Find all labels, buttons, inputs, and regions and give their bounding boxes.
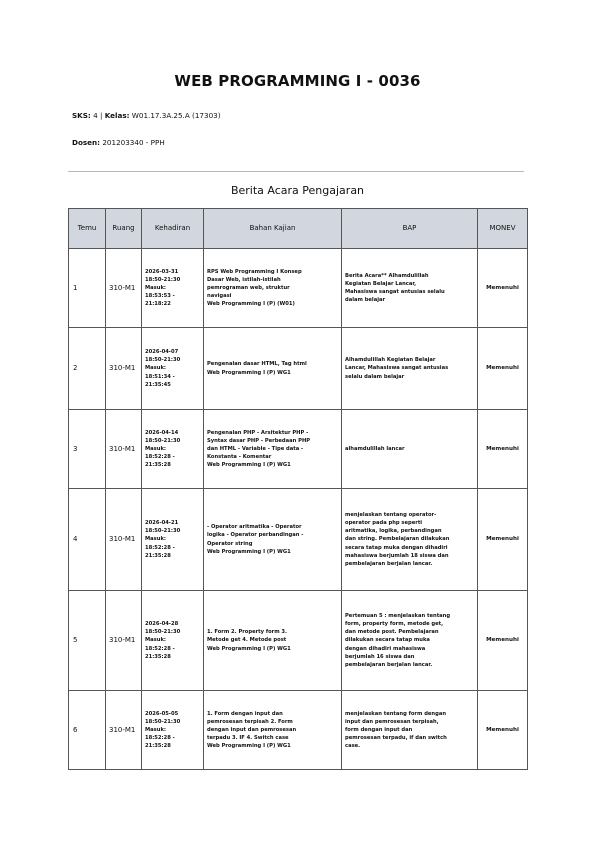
bahan-line: Web Programming I (P) WG1 [207,462,291,469]
bap-line: dengan dihadiri mahasiswa [345,645,426,652]
kelas-value: W01.17.3A.25.A (17303) [131,111,221,120]
bap-line: case. [345,743,361,750]
table-row [69,591,528,691]
sks-value: 4 [93,111,98,120]
bap-line: Mahasiswa sangat antusias selalu [345,289,445,295]
bap-line: menjelaskan tentang operator- [345,512,437,519]
cell-bahan-kajian [204,328,342,410]
cell-temu: 3 [69,410,106,489]
bap-line: berjumlah 16 siswa dan [345,653,415,660]
column-header-ruang: Ruang [106,209,142,249]
cell-bap [342,691,478,770]
cell-bahan-kajian [204,591,342,691]
cell-temu: 1 [69,249,106,328]
bahan-line: pemrosesan terpisah 2. Form [207,718,293,725]
bap-line: dan metode post. Pembelajaran [345,629,439,636]
bahan-line: dengan input dan pemrosesan [207,726,297,733]
cell-bap [342,328,478,410]
kehadiran-line: Masuk: [145,284,166,291]
bap-line: pembelajaran berjalan lancar. [345,560,433,567]
bahan-line: pemrograman web, struktur [207,284,290,291]
dosen-label: Dosen: [72,138,101,147]
kehadiran-line: 18:52:28 - [145,544,175,551]
cell-bap [342,249,478,328]
dosen-value: 201203340 - PPH [102,138,165,147]
bahan-line: Pengenalan dasar HTML, Tag html [207,361,307,368]
cell-kehadiran [142,249,204,328]
bahan-line: Dasar Web, istilah-istilah [207,276,281,283]
bahan-line: 1. Form 2. Property form 3. [207,629,287,636]
teaching-report-table [68,208,528,770]
cell-monev: Memenuhi [478,591,528,691]
cell-ruang: 310-M1 [106,249,142,328]
bahan-line: Web Programming I (P) WG1 [207,369,291,376]
bap-line: dilakukan secara tatap muka [345,637,430,644]
bahan-line: 1. Form dengan input dan [207,710,283,717]
column-header-bahan-kajian: Bahan Kajian [204,209,342,249]
kehadiran-line: 21:35:28 [145,552,171,559]
kehadiran-line: 18:50-21:30 [145,437,181,444]
kehadiran-line: 21:35:28 [145,462,171,469]
kehadiran-line: Masuk: [145,637,166,644]
cell-bap [342,410,478,489]
bap-line: form dengan input dan [345,726,413,733]
bahan-line: Web Programming I (P) WG1 [207,548,291,555]
kehadiran-line: 18:50-21:30 [145,718,181,725]
kehadiran-line: 2026-04-14 [145,429,179,436]
cell-monev: Memenuhi [478,691,528,770]
bap-line: Lancar, Mahasiswa sangat antusias [345,365,449,372]
bahan-line: Syntax dasar PHP - Perbedaan PHP [207,437,311,444]
cell-monev: Memenuhi [478,410,528,489]
bahan-line: Web Programming I (P) WG1 [207,743,291,750]
bap-line: Alhamdulillah Kegiatan Belajar [345,357,436,364]
kehadiran-line: 21:35:28 [145,653,171,660]
bap-line: operator pada php seperti [345,520,423,527]
document-title: WEB PROGRAMMING I - 0036 [174,72,421,90]
bahan-line: Metode get 4. Metode post [207,637,287,644]
cell-ruang: 310-M1 [106,489,142,591]
kehadiran-line: 2026-04-28 [145,621,179,628]
kehadiran-line: 18:50-21:30 [145,629,181,636]
table-row [69,691,528,770]
kehadiran-line: 2026-05-05 [145,710,179,717]
bap-line: Berita Acara** Alhamdulillah [345,272,429,279]
kehadiran-line: Masuk: [145,365,166,372]
kehadiran-line: Masuk: [145,445,166,452]
kehadiran-line: Masuk: [145,726,166,733]
bap-line: dalam belajar [345,297,386,304]
kehadiran-line: 2026-04-21 [145,520,179,527]
cell-kehadiran [142,489,204,591]
cell-temu: 5 [69,591,106,691]
bahan-line: Pengenalan PHP - Arsitektur PHP - [207,429,309,436]
table-header-row [69,209,528,249]
kehadiran-line: 21:35:45 [145,381,171,388]
cell-bahan-kajian [204,410,342,489]
kehadiran-line: 2026-04-07 [145,349,179,356]
bap-line: pembelajaran berjalan lancar. [345,661,433,668]
column-header-kehadiran: Kehadiran [142,209,204,249]
bap-line: aritmatika, logika, perbandingan [345,528,442,535]
column-header-temu: Temu [69,209,106,249]
kehadiran-line: 2026-03-31 [145,268,179,275]
kehadiran-line: 18:52:28 - [145,645,175,652]
bahan-line: Web Programming I (P) (W01) [207,301,295,308]
kehadiran-line: 18:50-21:30 [145,528,181,535]
table-row [69,328,528,410]
cell-monev: Memenuhi [478,249,528,328]
bap-line: Pertemuan 5 : menjelaskan tentang [345,613,451,620]
bap-line: Kegiatan Belajar Lancar, [345,280,417,287]
cell-ruang: 310-M1 [106,328,142,410]
separator: | [99,111,105,120]
bap-line: secara tatap muka dengan dihadiri [345,544,448,551]
cell-kehadiran [142,410,204,489]
bahan-line: terpadu 3. IF 4. Switch case [207,735,289,742]
column-header-bap: BAP [342,209,478,249]
bap-line: mahasiswa berjumlah 18 siswa dan [345,552,449,559]
cell-monev: Memenuhi [478,328,528,410]
divider [68,171,524,172]
cell-temu: 4 [69,489,106,591]
table-row [69,489,528,591]
bahan-line: Konstanta - Komentar [207,454,272,461]
sks-label: SKS: [72,111,91,120]
kehadiran-line: 18:53:53 - [145,293,175,300]
cell-kehadiran [142,591,204,691]
kehadiran-line: 18:50-21:30 [145,357,181,364]
kehadiran-line: 18:50-21:30 [145,276,181,283]
bap-line: dan string. Pembelajaran dilakukan [345,536,450,543]
bahan-line: Web Programming I (P) WG1 [207,645,291,652]
cell-monev: Memenuhi [478,489,528,591]
table-row [69,249,528,328]
section-title: Berita Acara Pengajaran [230,184,365,197]
course-info [72,111,221,120]
cell-bahan-kajian [204,691,342,770]
kehadiran-line: Masuk: [145,536,166,543]
bap-line: form, property form, metode get, [345,621,444,628]
table-row [69,410,528,489]
bap-line: selalu dalam belajar [345,373,405,380]
bap-line: input dan pemrosesan terpisah, [345,718,439,725]
bahan-line: dan HTML - Variable - Tipe data - [207,445,304,452]
lecturer-info [72,138,165,147]
kehadiran-line: 18:52:28 - [145,454,175,461]
cell-kehadiran [142,328,204,410]
cell-temu: 6 [69,691,106,770]
cell-bahan-kajian [204,249,342,328]
cell-bap [342,489,478,591]
cell-temu: 2 [69,328,106,410]
cell-bap [342,591,478,691]
bahan-line: navigasi [207,293,232,300]
kelas-label: Kelas: [104,111,130,120]
cell-kehadiran [142,691,204,770]
cell-bahan-kajian [204,489,342,591]
bahan-line: Operator string [207,540,253,547]
kehadiran-line: 18:52:28 - [145,735,175,742]
bahan-line: - Operator aritmatika - Operator [207,524,302,531]
kehadiran-line: 21:18:22 [145,301,171,308]
kehadiran-line: 21:35:28 [145,743,171,750]
bahan-line: logika - Operator perbandingan - [207,532,304,539]
column-header-monev: MONEV [478,209,528,249]
bap-line: pemrosesan terpadu, if dan switch [345,735,447,742]
bap-line: menjelaskan tentang form dengan [345,710,447,717]
bahan-line: RPS Web Programming I Konsep [207,268,302,275]
cell-ruang: 310-M1 [106,691,142,770]
cell-ruang: 310-M1 [106,591,142,691]
kehadiran-line: 18:51:34 - [145,373,175,380]
bap-line: alhamdulillah lancar [345,445,405,452]
cell-ruang: 310-M1 [106,410,142,489]
